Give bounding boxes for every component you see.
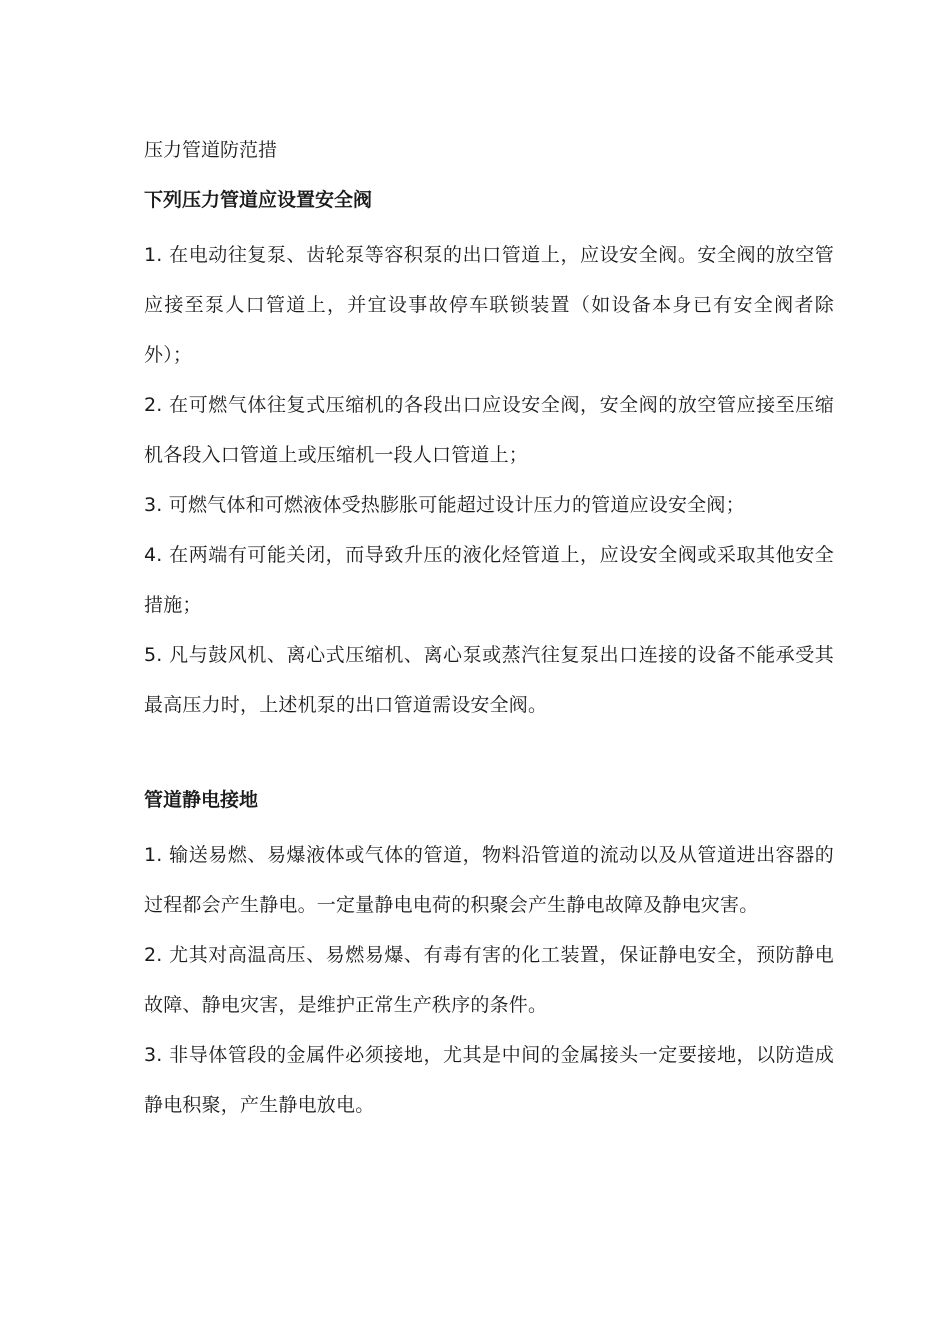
section-spacer: [144, 730, 834, 780]
paragraph-item: 1. 输送易燃、易爆液体或气体的管道，物料沿管道的流动以及从管道进出容器的过程都会产生静电。一定量静电电荷的积聚会产生静电故障及静电灾害。: [144, 844, 834, 916]
paragraph-item: 2. 尤其对高温高压、易燃易爆、有毒有害的化工装置，保证静电安全，预防静电故障、静电灾害，是维护正常生产秩序的条件。: [144, 944, 834, 1016]
paragraph-item: 4. 在两端有可能关闭，而导致升压的液化烃管道上，应设安全阀或采取其他安全措施；: [144, 544, 834, 616]
paragraph-item: 3. 非导体管段的金属件必须接地，尤其是中间的金属接头一定要接地，以防造成静电积聚，产生静电放电。: [144, 1044, 834, 1116]
paragraph-item: 5. 凡与鼓风机、离心式压缩机、离心泵或蒸汽往复泵出口连接的设备不能承受其最高压力时，上述机泵的出口管道需设安全阀。: [144, 644, 834, 716]
paragraph-item: 2. 在可燃气体往复式压缩机的各段出口应设安全阀，安全阀的放空管应接至压缩机各段入口管道上或压缩机一段人口管道上；: [144, 394, 834, 466]
section-heading: 管道静电接地: [144, 789, 259, 811]
section-heading: 下列压力管道应设置安全阀: [144, 189, 373, 211]
paragraph-item: 3. 可燃气体和可燃液体受热膨胀可能超过设计压力的管道应设安全阀；: [144, 494, 745, 516]
section-static-grounding: [144, 780, 834, 1130]
paragraph-item: 1. 在电动往复泵、齿轮泵等容积泵的出口管道上，应设安全阀。安全阀的放空管应接至泵人口管道上，并宜设事故停车联锁装置（如设备本身已有安全阀者除外）；: [144, 244, 834, 366]
document-title: 压力管道防范措: [144, 139, 278, 161]
document-body: [144, 130, 834, 1130]
section-safety-valves: [144, 180, 834, 730]
